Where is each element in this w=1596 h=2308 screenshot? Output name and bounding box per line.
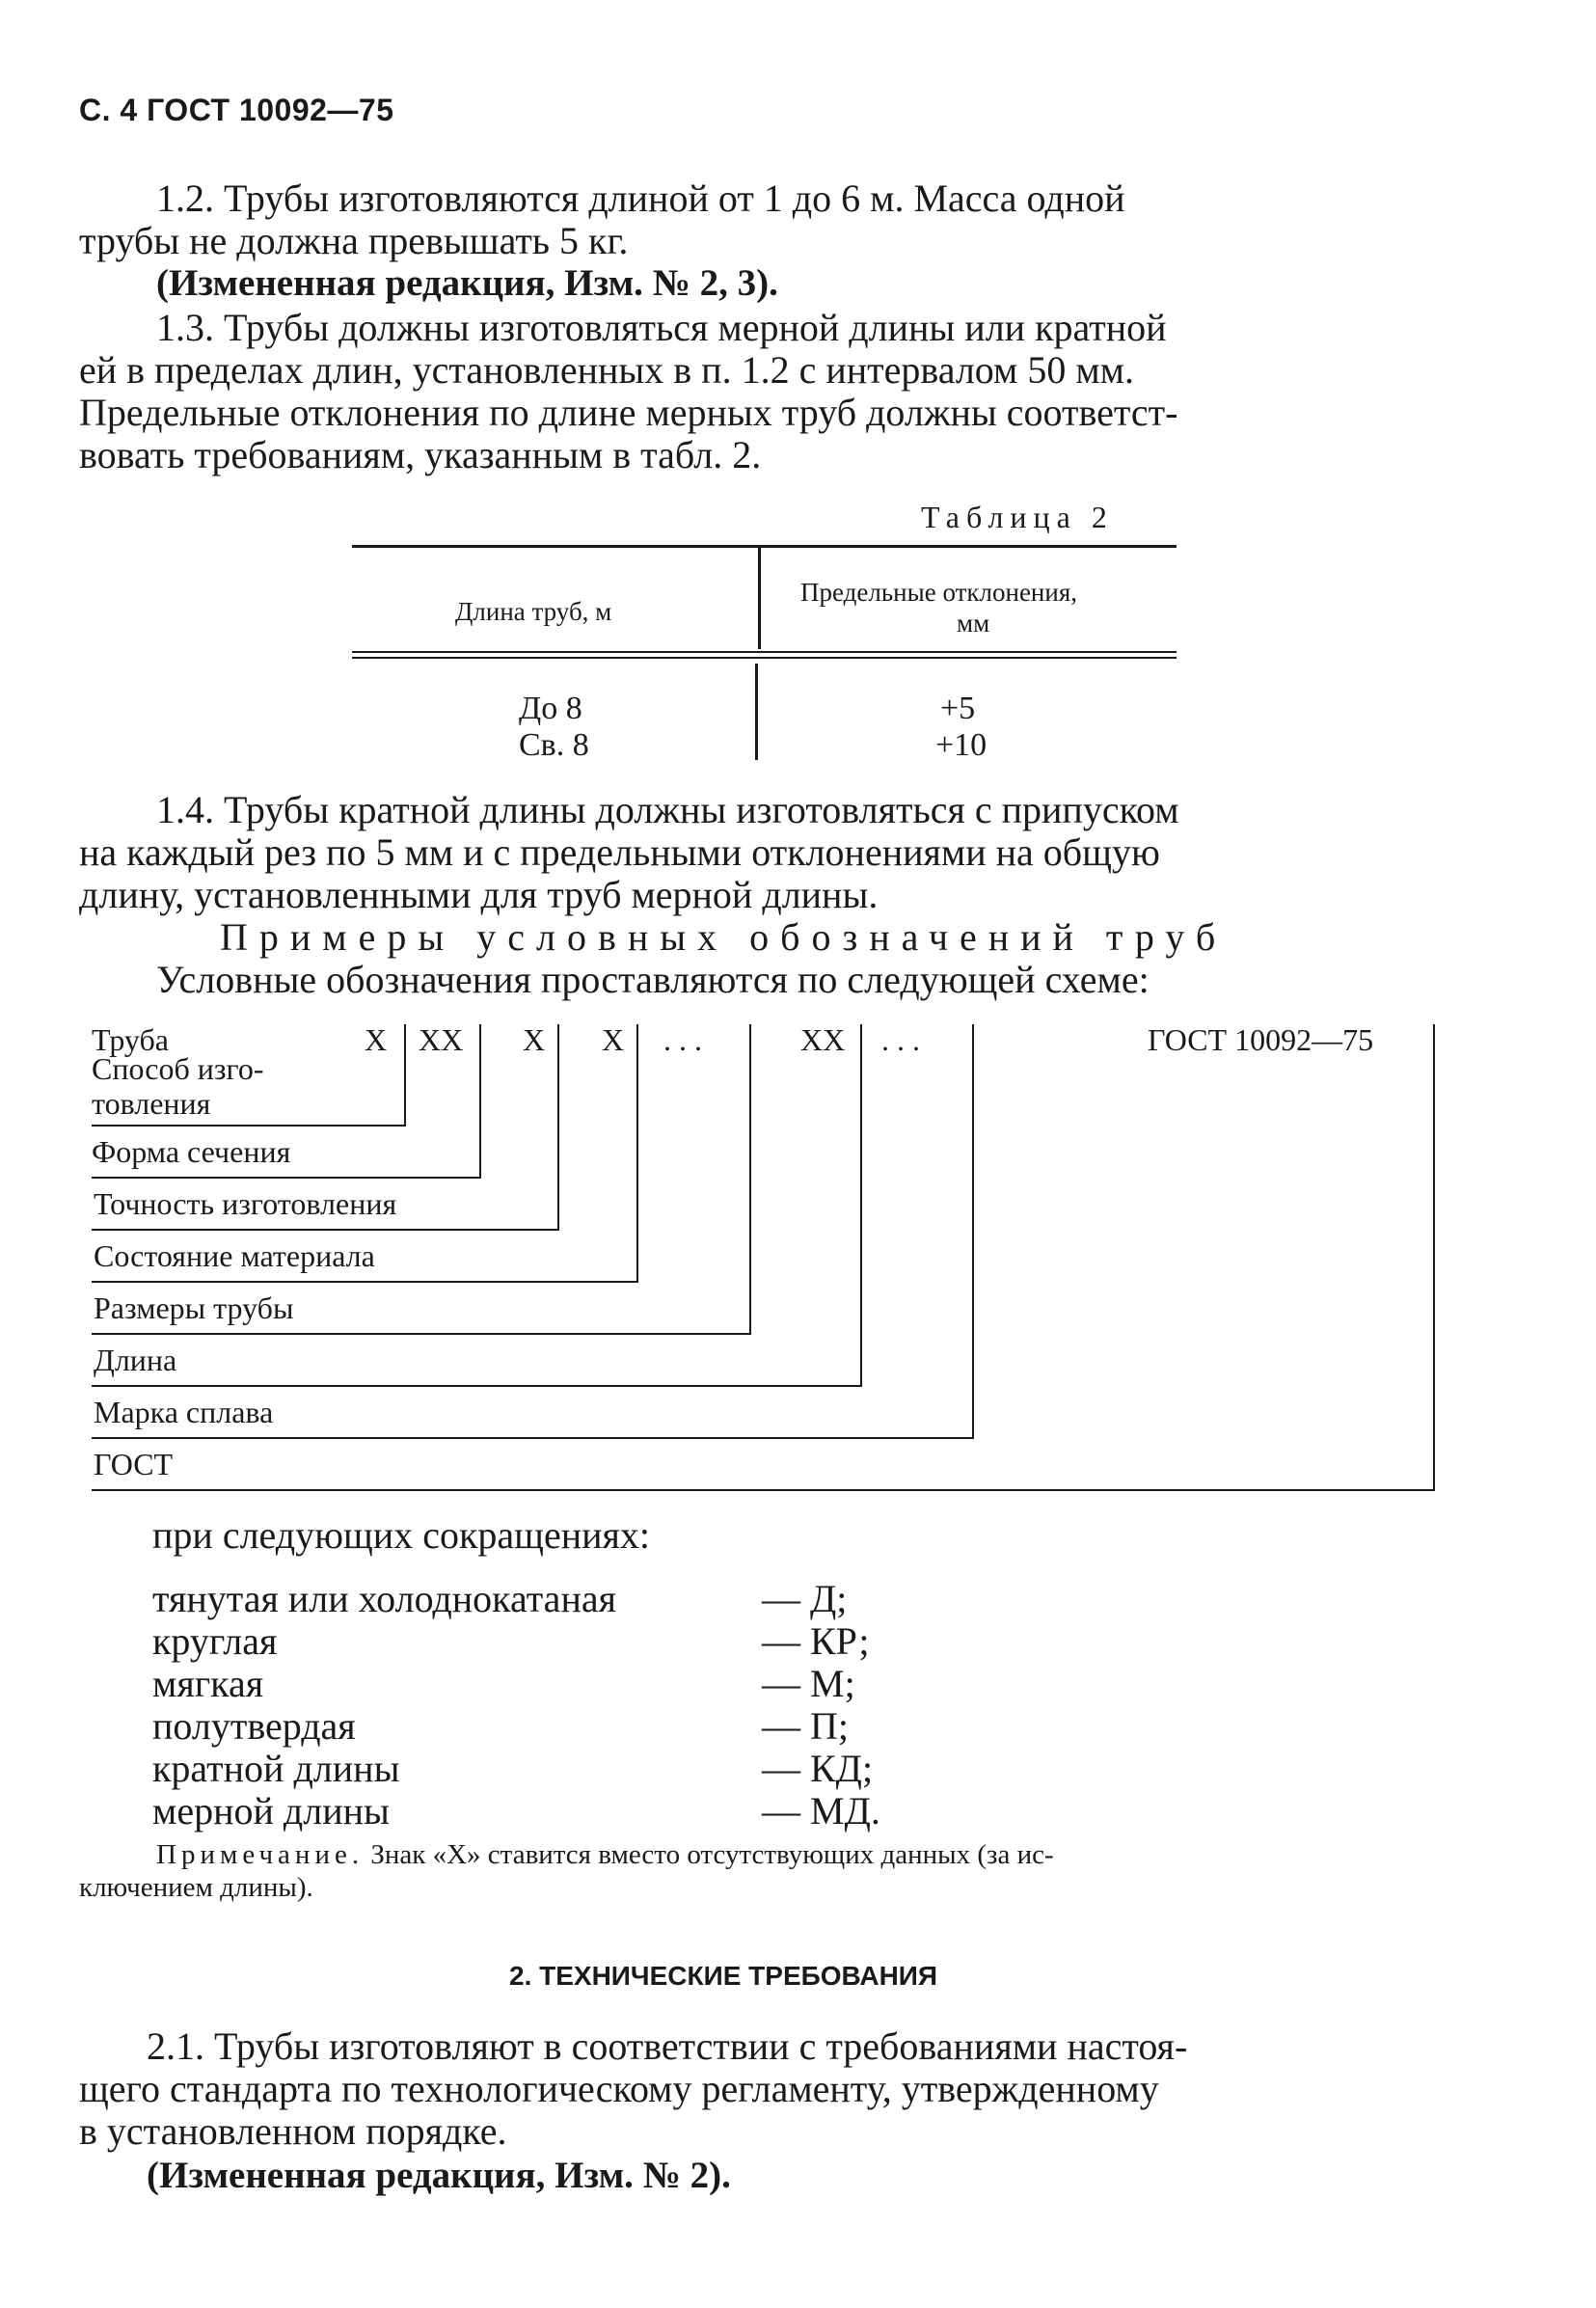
scheme-label-accuracy: Точность изготовления (94, 1186, 397, 1221)
abbr-intro: при следующих сокращениях: (152, 1513, 651, 1557)
scheme-pipe: Труба (92, 1022, 169, 1057)
table-header-length: Длина труб, м (455, 597, 612, 626)
p13-line3: Предельные отклонения по длине мерных труб должны соответст- (79, 391, 1178, 434)
scheme-label-gost: ГОСТ (94, 1447, 174, 1481)
scheme-dots1: . . . (663, 1022, 702, 1057)
table-row-deviation: +10 (935, 727, 987, 763)
table-header-deviation: Предельные отклонения, (800, 578, 1077, 607)
scheme-x2: Х (523, 1022, 546, 1057)
table-row-length: Св. 8 (519, 727, 589, 763)
scheme-label-alloy: Марка сплава (94, 1395, 274, 1429)
p12-line1: 1.2. Трубы изготовляются длиной от 1 до 6 м. Масса одной (156, 176, 1125, 220)
table-header-rule2 (352, 657, 1177, 659)
scheme-line (972, 1024, 974, 1439)
table-header-rule1 (352, 651, 1177, 653)
scheme-line (92, 1281, 638, 1283)
p13-line2: ей в пределах длин, установленных в п. 1.2 с интервалом 50 мм. (79, 348, 1134, 392)
note-text: Знак «Х» ставится вместо отсутствующих данных (за ис- (364, 1839, 1054, 1870)
p13-line4: вовать требованиям, указанным в табл. 2. (79, 433, 762, 476)
note-line2: ключением длины). (79, 1872, 313, 1903)
scheme-line (92, 1177, 481, 1179)
table-header-divider (758, 548, 761, 649)
page-header: С. 4 ГОСТ 10092—75 (79, 93, 394, 127)
p14-line2: на каждый рез по 5 мм и с предельными отклонениями на общую (79, 830, 1160, 874)
scheme-dots2: . . . (881, 1022, 920, 1057)
p12-line2: трубы не должна превышать 5 кг. (79, 219, 629, 262)
abbr-term: мягкая (152, 1662, 264, 1705)
scheme-label-size: Размеры трубы (94, 1290, 294, 1325)
scheme-line (92, 1489, 1435, 1491)
scheme-x3: Х (602, 1022, 625, 1057)
p13-line1: 1.3. Трубы должны изготовляться мерной длины или кратной (156, 306, 1167, 349)
scheme-line (749, 1024, 751, 1335)
abbr-code: — Д; (762, 1577, 848, 1620)
abbr-term: кратной длины (152, 1747, 400, 1790)
scheme-line (479, 1024, 481, 1179)
scheme-line (860, 1024, 862, 1387)
scheme-xx1: ХХ (419, 1022, 464, 1057)
scheme-label-method1: Способ изго- (92, 1051, 264, 1086)
table-top-rule (352, 545, 1177, 548)
scheme-line (557, 1024, 559, 1231)
table-body-divider (755, 664, 758, 760)
scheme-line (636, 1024, 638, 1283)
p21-line3: в установленном порядке. (79, 2109, 507, 2153)
scheme-xx2: ХХ (800, 1022, 846, 1057)
scheme-line (92, 1385, 862, 1387)
scheme-x1: Х (365, 1022, 388, 1057)
scheme-label-length: Длина (94, 1343, 177, 1377)
scheme-gost: ГОСТ 10092—75 (1148, 1022, 1374, 1057)
abbr-code: — КР; (762, 1619, 870, 1663)
scheme-line (92, 1437, 974, 1439)
abbr-code: — МД. (762, 1789, 880, 1833)
p21-amendment: (Измененная редакция, Изм. № 2). (147, 2155, 731, 2196)
table-row-length: До 8 (519, 691, 582, 726)
p21-line1: 2.1. Трубы изготовляют в соответствии с требованиями настоя- (147, 2024, 1188, 2068)
p21-line2: щего стандарта по технологическому регламенту, утвержденному (79, 2067, 1159, 2110)
scheme-label-condition: Состояние материала (94, 1238, 375, 1273)
scheme-line (92, 1333, 751, 1335)
scheme-label-section: Форма сечения (92, 1134, 291, 1169)
table-caption: Таблица 2 (921, 500, 1114, 534)
abbr-term: мерной длины (152, 1789, 390, 1833)
abbr-code: — П; (762, 1704, 849, 1748)
scheme-line (92, 1229, 559, 1231)
note-line1 (156, 1838, 1054, 1871)
abbr-code: — М; (762, 1662, 855, 1705)
scheme-line (404, 1024, 406, 1127)
p12-amendment: (Измененная редакция, Изм. № 2, 3). (156, 262, 778, 304)
scheme-label-method2: товления (92, 1086, 211, 1121)
abbr-term: круглая (152, 1619, 278, 1663)
section-heading: 2. ТЕХНИЧЕСКИЕ ТРЕБОВАНИЯ (509, 1961, 938, 1991)
abbr-term: тянутая или холоднокатаная (152, 1577, 616, 1620)
table-row-deviation: +5 (940, 691, 976, 726)
table-header-unit: мм (957, 609, 990, 638)
scheme-line (92, 1125, 406, 1127)
examples-title: Примеры условных обозначений труб (220, 915, 1228, 959)
p14-line1: 1.4. Трубы кратной длины должны изготовляться с припуском (156, 788, 1179, 831)
abbr-code: — КД; (762, 1747, 874, 1790)
scheme-intro: Условные обозначения проставляются по следующей схеме: (156, 958, 1150, 1001)
scheme-line (1433, 1024, 1435, 1491)
note-label: Примечание. (156, 1839, 365, 1870)
p14-line3: длину, установленными для труб мерной длины. (79, 873, 879, 916)
abbr-term: полутвердая (152, 1704, 356, 1748)
